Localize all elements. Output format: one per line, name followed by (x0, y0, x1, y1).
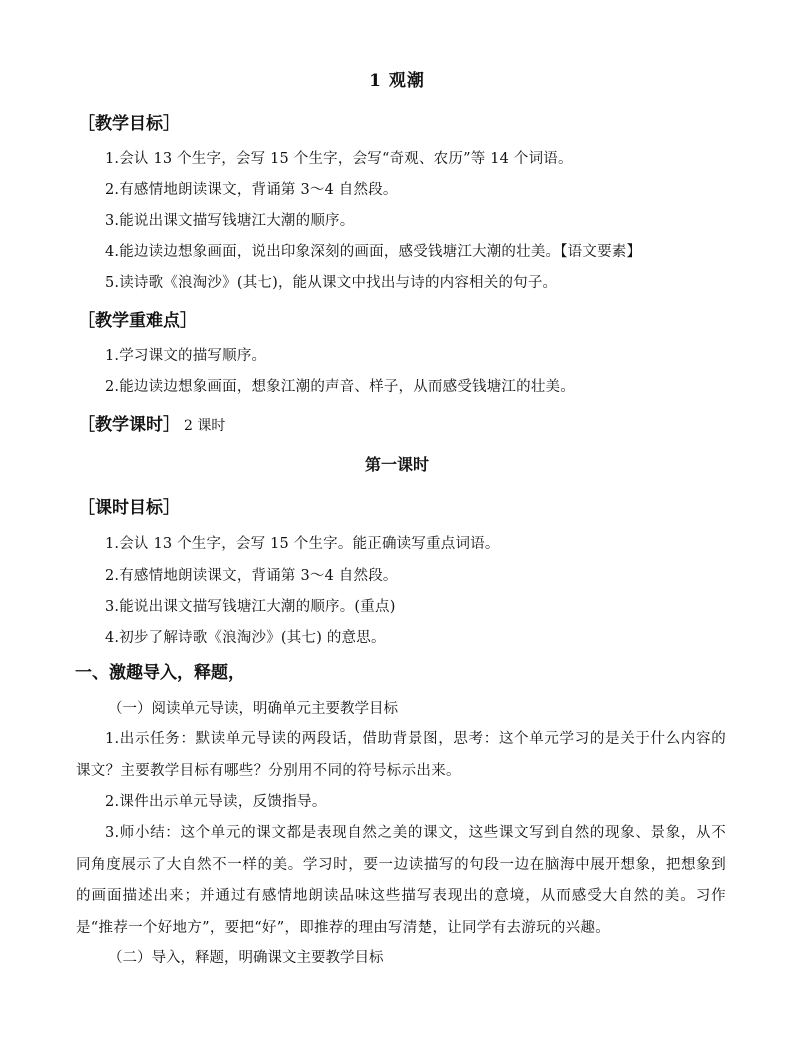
teaching-goals-heading: ［教学目标］ (78, 114, 180, 134)
goal-item-1: 1.会认 13 个生字，会写 15 个生字，会写“奇观、农历”等 14 个词语。 (105, 151, 573, 167)
teaching-hours-value: 2 课时 (184, 418, 226, 434)
key-point-item-1: 1.学习课文的描写顺序。 (105, 348, 267, 364)
paragraph-summary: 3.师小结：这个单元的课文都是表现自然之美的课文，这些课文写到自然的现象、景象，从不同角度展示了大自然不一样的美。学习时，要一边读描写的句段一边在脑海中展开想象，把想象到的画面描述出来；并通过有感情地朗读品味这些描写表现出的意境，从而感受大自然的美。习作是“推荐一个好地方”，要把“好”，即推荐的理由写清楚，让同学有去游玩的兴趣。 (76, 825, 726, 936)
key-points-heading: ［教学重难点］ (78, 311, 197, 331)
lesson-goal-item-3: 3.能说出课文描写钱塘江大潮的顺序。(重点) (105, 599, 396, 615)
lesson-goal-item-4: 4.初步了解诗歌《浪淘沙》(其七) 的意思。 (105, 630, 386, 646)
part-one-subheading-2: （二）导入，释题，明确课文主要教学目标 (108, 950, 384, 966)
key-point-item-2: 2.能边读边想象画面，想象江潮的声音、样子，从而感受钱塘江的壮美。 (105, 379, 575, 395)
goal-item-5: 5.读诗歌《浪淘沙》(其七)，能从课文中找出与诗的内容相关的句子。 (105, 275, 558, 291)
part-one-subheading-1: （一）阅读单元导读，明确单元主要教学目标 (108, 701, 398, 717)
lesson-goals-heading: ［课时目标］ (78, 498, 180, 518)
lesson-goal-item-2: 2.有感情地朗读课文，背诵第 3～4 自然段。 (105, 568, 398, 584)
lesson-goal-item-1: 1.会认 13 个生字，会写 15 个生字。能正确读写重点词语。 (105, 536, 500, 552)
paragraph-task: 1.出示任务：默读单元导读的两段话，借助背景图，思考：这个单元学习的是关于什么内容的课文？主要教学目标有哪些？分别用不同的符号标示出来。 (76, 731, 726, 779)
lesson-one-title: 第一课时 (364, 455, 429, 474)
paragraph-feedback: 2.课件出示单元导读，反馈指导。 (105, 794, 327, 810)
teaching-hours-line (78, 410, 225, 435)
teaching-hours-heading: ［教学课时］ (78, 415, 180, 435)
lesson-title: 1 观潮 (369, 71, 425, 91)
goal-item-4: 4.能边读边想象画面，说出印象深刻的画面，感受钱塘江大潮的壮美。【语文要素】 (105, 244, 642, 260)
goal-item-2: 2.有感情地朗读课文，背诵第 3～4 自然段。 (105, 182, 398, 198)
goal-item-3: 3.能说出课文描写钱塘江大潮的顺序。 (105, 213, 355, 229)
part-one-heading: 一、激趣导入，释题， (75, 663, 245, 683)
